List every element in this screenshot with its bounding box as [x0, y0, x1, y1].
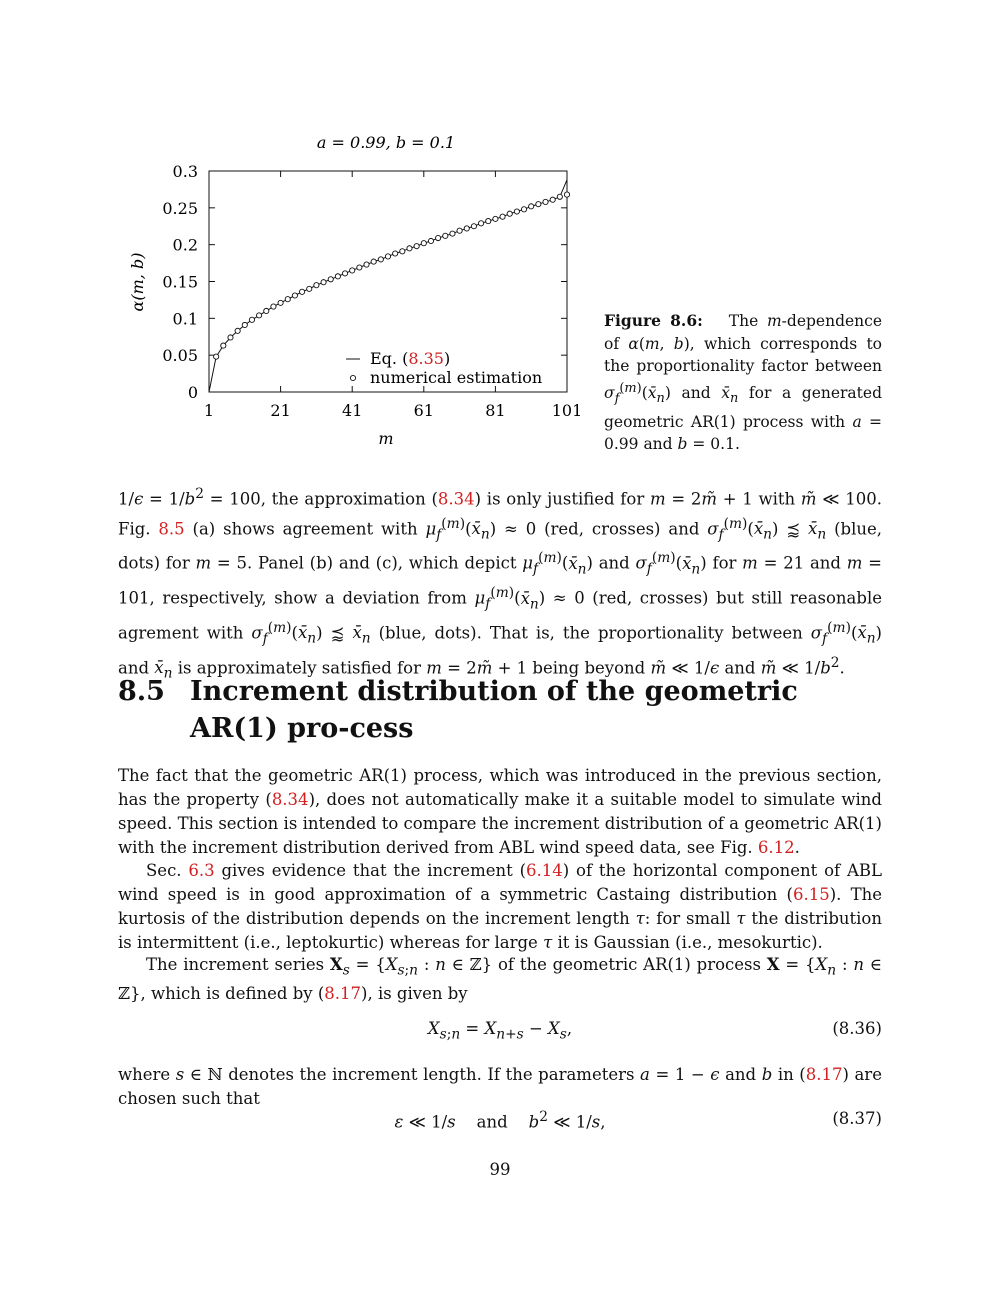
- numerical-estimation-point: [421, 241, 426, 246]
- numerical-estimation-point: [221, 343, 226, 348]
- ref-6-14[interactable]: 6.14: [526, 861, 563, 880]
- section-number: 8.5: [118, 676, 165, 707]
- numerical-estimation-point: [529, 204, 534, 209]
- x-tick-label: 101: [551, 401, 583, 420]
- numerical-estimation-point: [550, 197, 555, 202]
- numerical-estimation-point: [464, 226, 469, 231]
- numerical-estimation-point: [486, 218, 491, 223]
- numerical-estimation-point: [564, 192, 569, 197]
- y-tick-label: 0: [187, 383, 198, 402]
- ref-8-17[interactable]: 8.17: [324, 984, 362, 1004]
- y-tick-label: 0.25: [162, 198, 198, 218]
- numerical-estimation-point: [400, 249, 405, 254]
- y-tick-label: 0.05: [162, 346, 198, 366]
- equation-8-36-body: $X_{s;n} = X_{n+s} - X_s$,: [427, 1019, 573, 1043]
- page-number: 99: [489, 1160, 511, 1179]
- numerical-estimation-point: [407, 246, 412, 251]
- numerical-estimation-point: [228, 335, 233, 340]
- numerical-estimation-point: [478, 221, 483, 226]
- y-tick-label: 0.15: [162, 272, 198, 292]
- numerical-estimation-point: [214, 354, 219, 359]
- numerical-estimation-point: [371, 259, 376, 264]
- numerical-estimation-point: [264, 308, 269, 313]
- ref-8-17[interactable]: 8.17: [805, 1065, 843, 1084]
- y-tick-label: 0.3: [172, 162, 198, 181]
- numerical-estimation-point: [364, 262, 369, 267]
- numerical-estimation-point: [514, 209, 519, 214]
- section-title: Increment distribution of the geometric AR(1) pro-cess: [190, 676, 798, 744]
- numerical-estimation-point: [428, 238, 433, 243]
- numerical-estimation-point: [457, 228, 462, 233]
- legend-eq-ref: 8.35: [408, 349, 444, 368]
- numerical-estimation-point: [285, 297, 290, 302]
- equation-8-36-number: (8.36): [832, 1019, 882, 1038]
- y-axis-ticks: [162, 162, 567, 402]
- x-tick-label: 41: [342, 401, 363, 420]
- numerical-estimation-point: [543, 199, 548, 204]
- legend-line-label: Eq. (8.35): [370, 349, 451, 368]
- numerical-estimation-point: [328, 277, 333, 282]
- numerical-estimation-point: [335, 274, 340, 279]
- equation-8-36: [118, 1019, 882, 1043]
- numerical-estimation-point: [500, 214, 505, 219]
- numerical-estimation-point: [242, 322, 247, 327]
- numerical-estimation-point: [443, 233, 448, 238]
- y-tick-label: 0.1: [172, 309, 198, 329]
- numerical-estimation-point: [385, 254, 390, 259]
- numerical-estimation-point: [471, 224, 476, 229]
- numerical-estimation-point: [342, 271, 347, 276]
- numerical-estimation-point: [521, 207, 526, 212]
- numerical-estimation-point: [307, 286, 312, 291]
- paragraph-4: The increment series $X_s = \{X_{s;n}$ : n ∈ ℤ} of the geometric AR(1) process $X = \{X_n$ : n ∈ ℤ}, which is defined by (8.17), is given by: [118, 955, 882, 1004]
- numerical-estimation-point: [507, 211, 512, 216]
- numerical-estimation-point: [257, 313, 262, 318]
- alpha-chart: [120, 128, 600, 458]
- numerical-estimation-point: [278, 300, 283, 305]
- chart-title: a = 0.99, b = 0.1: [316, 133, 456, 152]
- ref-8-34[interactable]: 8.34: [271, 790, 309, 809]
- numerical-estimation-point: [557, 194, 562, 199]
- x-tick-label: 21: [270, 401, 291, 420]
- numerical-estimation-point: [299, 289, 304, 294]
- equation-8-37-number: (8.37): [832, 1109, 882, 1128]
- legend-circle-swatch: [350, 375, 355, 380]
- numerical-estimation-point: [536, 202, 541, 207]
- x-tick-label: 81: [485, 401, 506, 420]
- figure-8-6: [120, 128, 600, 458]
- numerical-estimation-point: [321, 280, 326, 285]
- paragraph-3: Sec. 6.3 gives evidence that the increment (6.14) of the horizontal component of ABL wind speed is in good approximation of a symmetric Castaing distribution (6.15). The kurtosis of the distribution depends on the increment length τ: for small τ the distribution is intermittent (i.e., leptokurtic) whereas for large τ it is Gaussian (i.e., mesokurtic).: [118, 861, 883, 952]
- legend-circle-label: numerical estimation: [370, 368, 543, 387]
- x-axis-label: m: [378, 429, 394, 448]
- numerical-estimation-point: [414, 244, 419, 249]
- numerical-estimation-point: [378, 257, 383, 262]
- ref-fig-8-5[interactable]: 8.5: [158, 519, 185, 538]
- ref-8-34[interactable]: 8.34: [437, 489, 475, 509]
- numerical-estimation-point: [292, 293, 297, 298]
- ref-fig-6-12[interactable]: 6.12: [757, 838, 795, 857]
- numerical-estimation-point: [249, 317, 254, 322]
- caption-label: Figure 8.6:: [604, 311, 703, 330]
- numerical-estimation-point: [314, 283, 319, 288]
- numerical-estimation-point: [357, 265, 362, 270]
- numerical-estimation-point: [350, 268, 355, 273]
- numerical-estimation-point: [271, 304, 276, 309]
- numerical-estimation-point: [235, 328, 240, 333]
- paragraph-1: $1/\epsilon = 1/b^2 = 100$, the approximation (8.34) is only justified for m = 2m̃ + 1 with m̃ ≪ 100. Fig. 8.5 (a) shows agreement with $\mu_f^{(m)}(x̄_n) \approx 0$ (red, crosses) and $\sigma_f^{(m)}(x̄_n)$ ⪷ $x̄_n$ (blue, dots) for m = 5. Panel (b) and (c), which depict $\mu_f^{(m)}(x̄_n)$ and $\sigma_f^{(m)}(x̄_n)$ for m = 21 and m = 101, respectively, show a deviation from $\mu_f^{(m)}(x̄_n) \approx 0$ (red, crosses) but still reasonable agrement with $\sigma_f^{(m)}(x̄_n)$ ⪷ $x̄_n$ (blue, dots). That is, the proportionality between $\sigma_f^{(m)}(x̄_n)$ and $x̄_n$ is approximately satisfied for m = 2m̃ + 1 being beyond m̃ ≪ 1/ϵ and m̃ ≪ $1/b^2$.: [118, 486, 882, 682]
- y-axis-label: α(m, b): [128, 252, 147, 312]
- equation-8-37: [118, 1109, 882, 1133]
- x-tick-label: 1: [203, 401, 215, 420]
- ref-sec-6-3[interactable]: 6.3: [188, 861, 215, 880]
- x-tick-label: 61: [413, 401, 434, 420]
- equation-8-37-body: ε ≪ 1/s and $b^2$ ≪ 1/s,: [394, 1109, 606, 1132]
- numerical-estimation-point: [436, 235, 441, 240]
- numerical-estimation-point: [493, 216, 498, 221]
- numerical-estimation-point: [393, 251, 398, 256]
- legend: [346, 349, 542, 387]
- y-tick-label: 0.2: [172, 235, 198, 255]
- numerical-estimation-point: [450, 231, 455, 236]
- paragraph-5: where s ∈ ℕ denotes the increment length. If the parameters a = 1 − ϵ and b in (8.17) are chosen such that: [118, 1065, 882, 1108]
- paragraph-2: The fact that the geometric AR(1) process, which was introduced in the previous section, has the property (8.34), does not automatically make it a suitable model to simulate wind speed. This section is intended to compare the increment distribution of a geometric AR(1) with the increment distribution derived from ABL wind speed data, see Fig. 6.12.: [118, 766, 882, 857]
- ref-6-15[interactable]: 6.15: [792, 885, 830, 904]
- figure-caption: Figure 8.6: The m-dependence of α(m, b), which corresponds to the proportionality factor between $\sigma_f^{(m)}(x̄_n)$ and $x̄_n$ for a generated geometric AR(1) process with a = 0.99 and b = 0.1.: [604, 311, 882, 454]
